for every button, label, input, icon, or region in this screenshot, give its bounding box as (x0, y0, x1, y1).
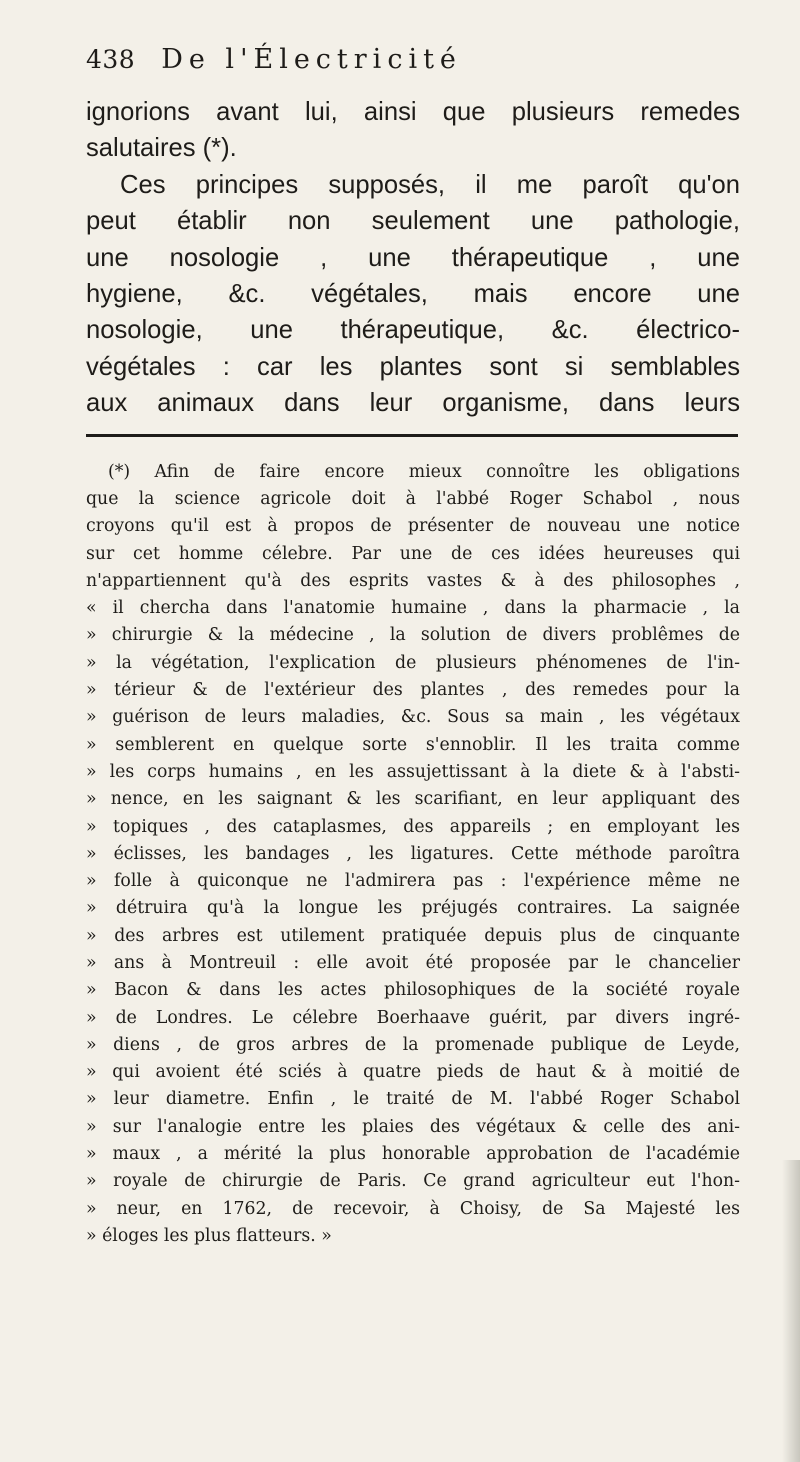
page-number: 438 (86, 45, 136, 74)
footnote-line: » détruira qu'à la longue les préjugés contraires. La saignée (86, 898, 740, 919)
text-line: ignorions avant lui, ainsi que plusieurs remedes (86, 98, 740, 126)
text-line: nosologie, une thérapeutique, &c. électrico- (86, 316, 740, 345)
footnote-line: » de Londres. Le célebre Boerhaave guérit, par divers ingré- (86, 1007, 740, 1028)
footnote-line: » la végétation, l'explication de plusieurs phénomenes de l'in- (86, 652, 740, 673)
text-line: végétales : car les plantes sont si semblables (86, 352, 740, 381)
running-title: De l'Électricité (161, 44, 462, 75)
footnote-line: » royale de chirurgie de Paris. Ce grand agriculteur eut l'hon- (86, 1171, 740, 1192)
footnote-line: (*) Afin de faire encore mieux connoître les obligations (108, 461, 740, 482)
footnote-line: croyons qu'il est à propos de présenter de nouveau une notice (86, 516, 740, 537)
text-line: aux animaux dans leur organisme, dans leurs (86, 389, 740, 418)
main-text (86, 94, 740, 422)
footnote-line: » éloges les plus flatteurs. » (86, 1225, 332, 1246)
text-line: une nosologie , une thérapeutique , une (86, 243, 740, 272)
footnote-line: » éclisses, les bandages , les ligatures. Cette méthode paroîtra (86, 843, 740, 864)
footnote-line: » leur diametre. Enfin , le traité de M. l'abbé Roger Schabol (86, 1089, 740, 1110)
footnote-divider (86, 434, 738, 437)
footnote (86, 459, 740, 1251)
footnote-line: » guérison de leurs maladies, &c. Sous sa main , les végétaux (86, 707, 740, 728)
footnote-line: » chirurgie & la médecine , la solution de divers problêmes de (86, 625, 740, 646)
footnote-line: » les corps humains , en les assujettissant à la diete & à l'absti- (86, 761, 740, 782)
footnote-line: » folle à quiconque ne l'admirera pas : l'expérience même ne (86, 871, 740, 892)
footnote-line: » diens , de gros arbres de la promenade publique de Leyde, (86, 1034, 740, 1055)
page-header (86, 44, 740, 90)
footnote-line: » maux , a mérité la plus honorable approbation de l'académie (86, 1144, 740, 1165)
footnote-line: « il chercha dans l'anatomie humaine , dans la pharmacie , la (86, 598, 740, 619)
footnote-line: » sur l'analogie entre les plaies des végétaux & celle des ani- (86, 1116, 740, 1137)
footnote-line: que la science agricole doit à l'abbé Roger Schabol , nous (86, 488, 740, 509)
footnote-line: » Bacon & dans les actes philosophiques de la société royale (86, 980, 740, 1001)
footnote-line: » nence, en les saignant & les scarifiant, en leur appliquant des (86, 789, 740, 810)
footnote-line: » des arbres est utilement pratiquée depuis plus de cinquante (86, 925, 740, 946)
text-line: peut établir non seulement une pathologie, (86, 207, 740, 236)
footnote-line: » neur, en 1762, de recevoir, à Choisy, de Sa Majesté les (86, 1198, 740, 1219)
footnote-line: » térieur & de l'extérieur des plantes , des remedes pour la (86, 680, 740, 701)
footnote-line: n'appartiennent qu'à des esprits vastes & à des philosophes , (86, 570, 740, 591)
text-line: hygiene, &c. végétales, mais encore une (86, 280, 740, 309)
footnote-line: sur cet homme célebre. Par une de ces idées heureuses qui (86, 543, 740, 564)
text-line: Ces principes supposés, il me paroît qu'on (120, 170, 740, 199)
footnote-line: » qui avoient été sciés à quatre pieds de haut & à moitié de (86, 1062, 740, 1083)
footnote-line: » topiques , des cataplasmes, des appareils ; en employant les (86, 816, 740, 837)
page-edge-shadow (782, 1160, 800, 1462)
text-line: salutaires (*). (86, 134, 237, 163)
footnote-line: » semblerent en quelque sorte s'ennoblir. Il les traita comme (86, 734, 740, 755)
footnote-line: » ans à Montreuil : elle avoit été proposée par le chancelier (86, 953, 740, 973)
